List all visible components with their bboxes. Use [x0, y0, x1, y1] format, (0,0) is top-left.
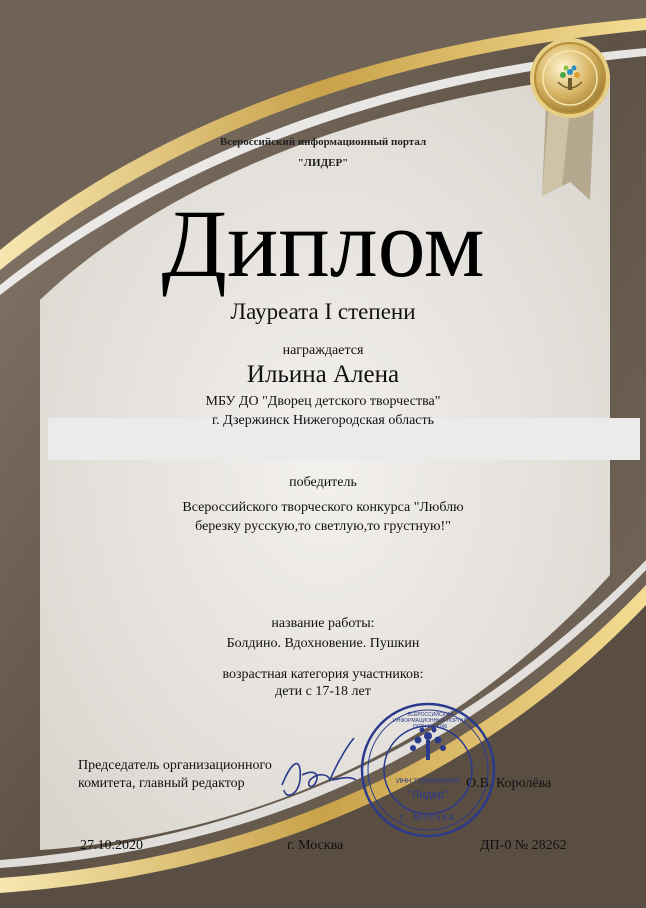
stamp-ring-text: ВСЕРОССИЙСКИЙ ИНФОРМАЦИОННЫЙ ПОРТАЛ ОГРН:3157746	[393, 712, 467, 730]
stamp-city: г. Москва	[400, 812, 456, 822]
age-value: дети с 17-18 лет	[275, 684, 371, 699]
awarded-label: награждается	[282, 343, 364, 358]
recipient-org: МБУ ДО "Дворец детского творчества"	[205, 394, 441, 409]
signatory-name: О.В. Королёва	[466, 776, 552, 791]
footer-number: ДП-0 № 28262	[480, 838, 567, 853]
footer-city: г. Москва	[287, 838, 344, 853]
work-label: название работы:	[271, 616, 375, 631]
signatory-line-1: Председатель организационного	[78, 758, 272, 773]
page-title: Диплом	[161, 190, 485, 297]
recipient-name: Ильина Алена	[246, 361, 400, 388]
portal-line: Всероссийский информационный портал	[219, 136, 427, 148]
stamp-center: "Лидер"	[408, 789, 448, 801]
footer-date: 27.10.2020	[80, 838, 143, 853]
contest-line-1: Всероссийского творческого конкурса "Люблю	[182, 500, 464, 515]
age-label: возрастная категория участников:	[222, 667, 424, 682]
recipient-city: г. Дзержинск Нижегородская область	[211, 413, 435, 428]
signatory-line-2: комитета, главный редактор	[78, 776, 245, 791]
stamp-inn: ИНН:772638182800	[396, 778, 460, 785]
portal-name: "ЛИДЕР"	[297, 157, 349, 169]
contest-line-2: березку русскую,то светлую,то грустную!"	[195, 519, 451, 534]
work-title: Болдино. Вдохновение. Пушкин	[226, 636, 420, 651]
winner-label: победитель	[289, 475, 357, 490]
tree-icon	[550, 58, 590, 98]
degree-text: Лауреата I степени	[230, 299, 416, 324]
signature-image	[272, 730, 372, 810]
